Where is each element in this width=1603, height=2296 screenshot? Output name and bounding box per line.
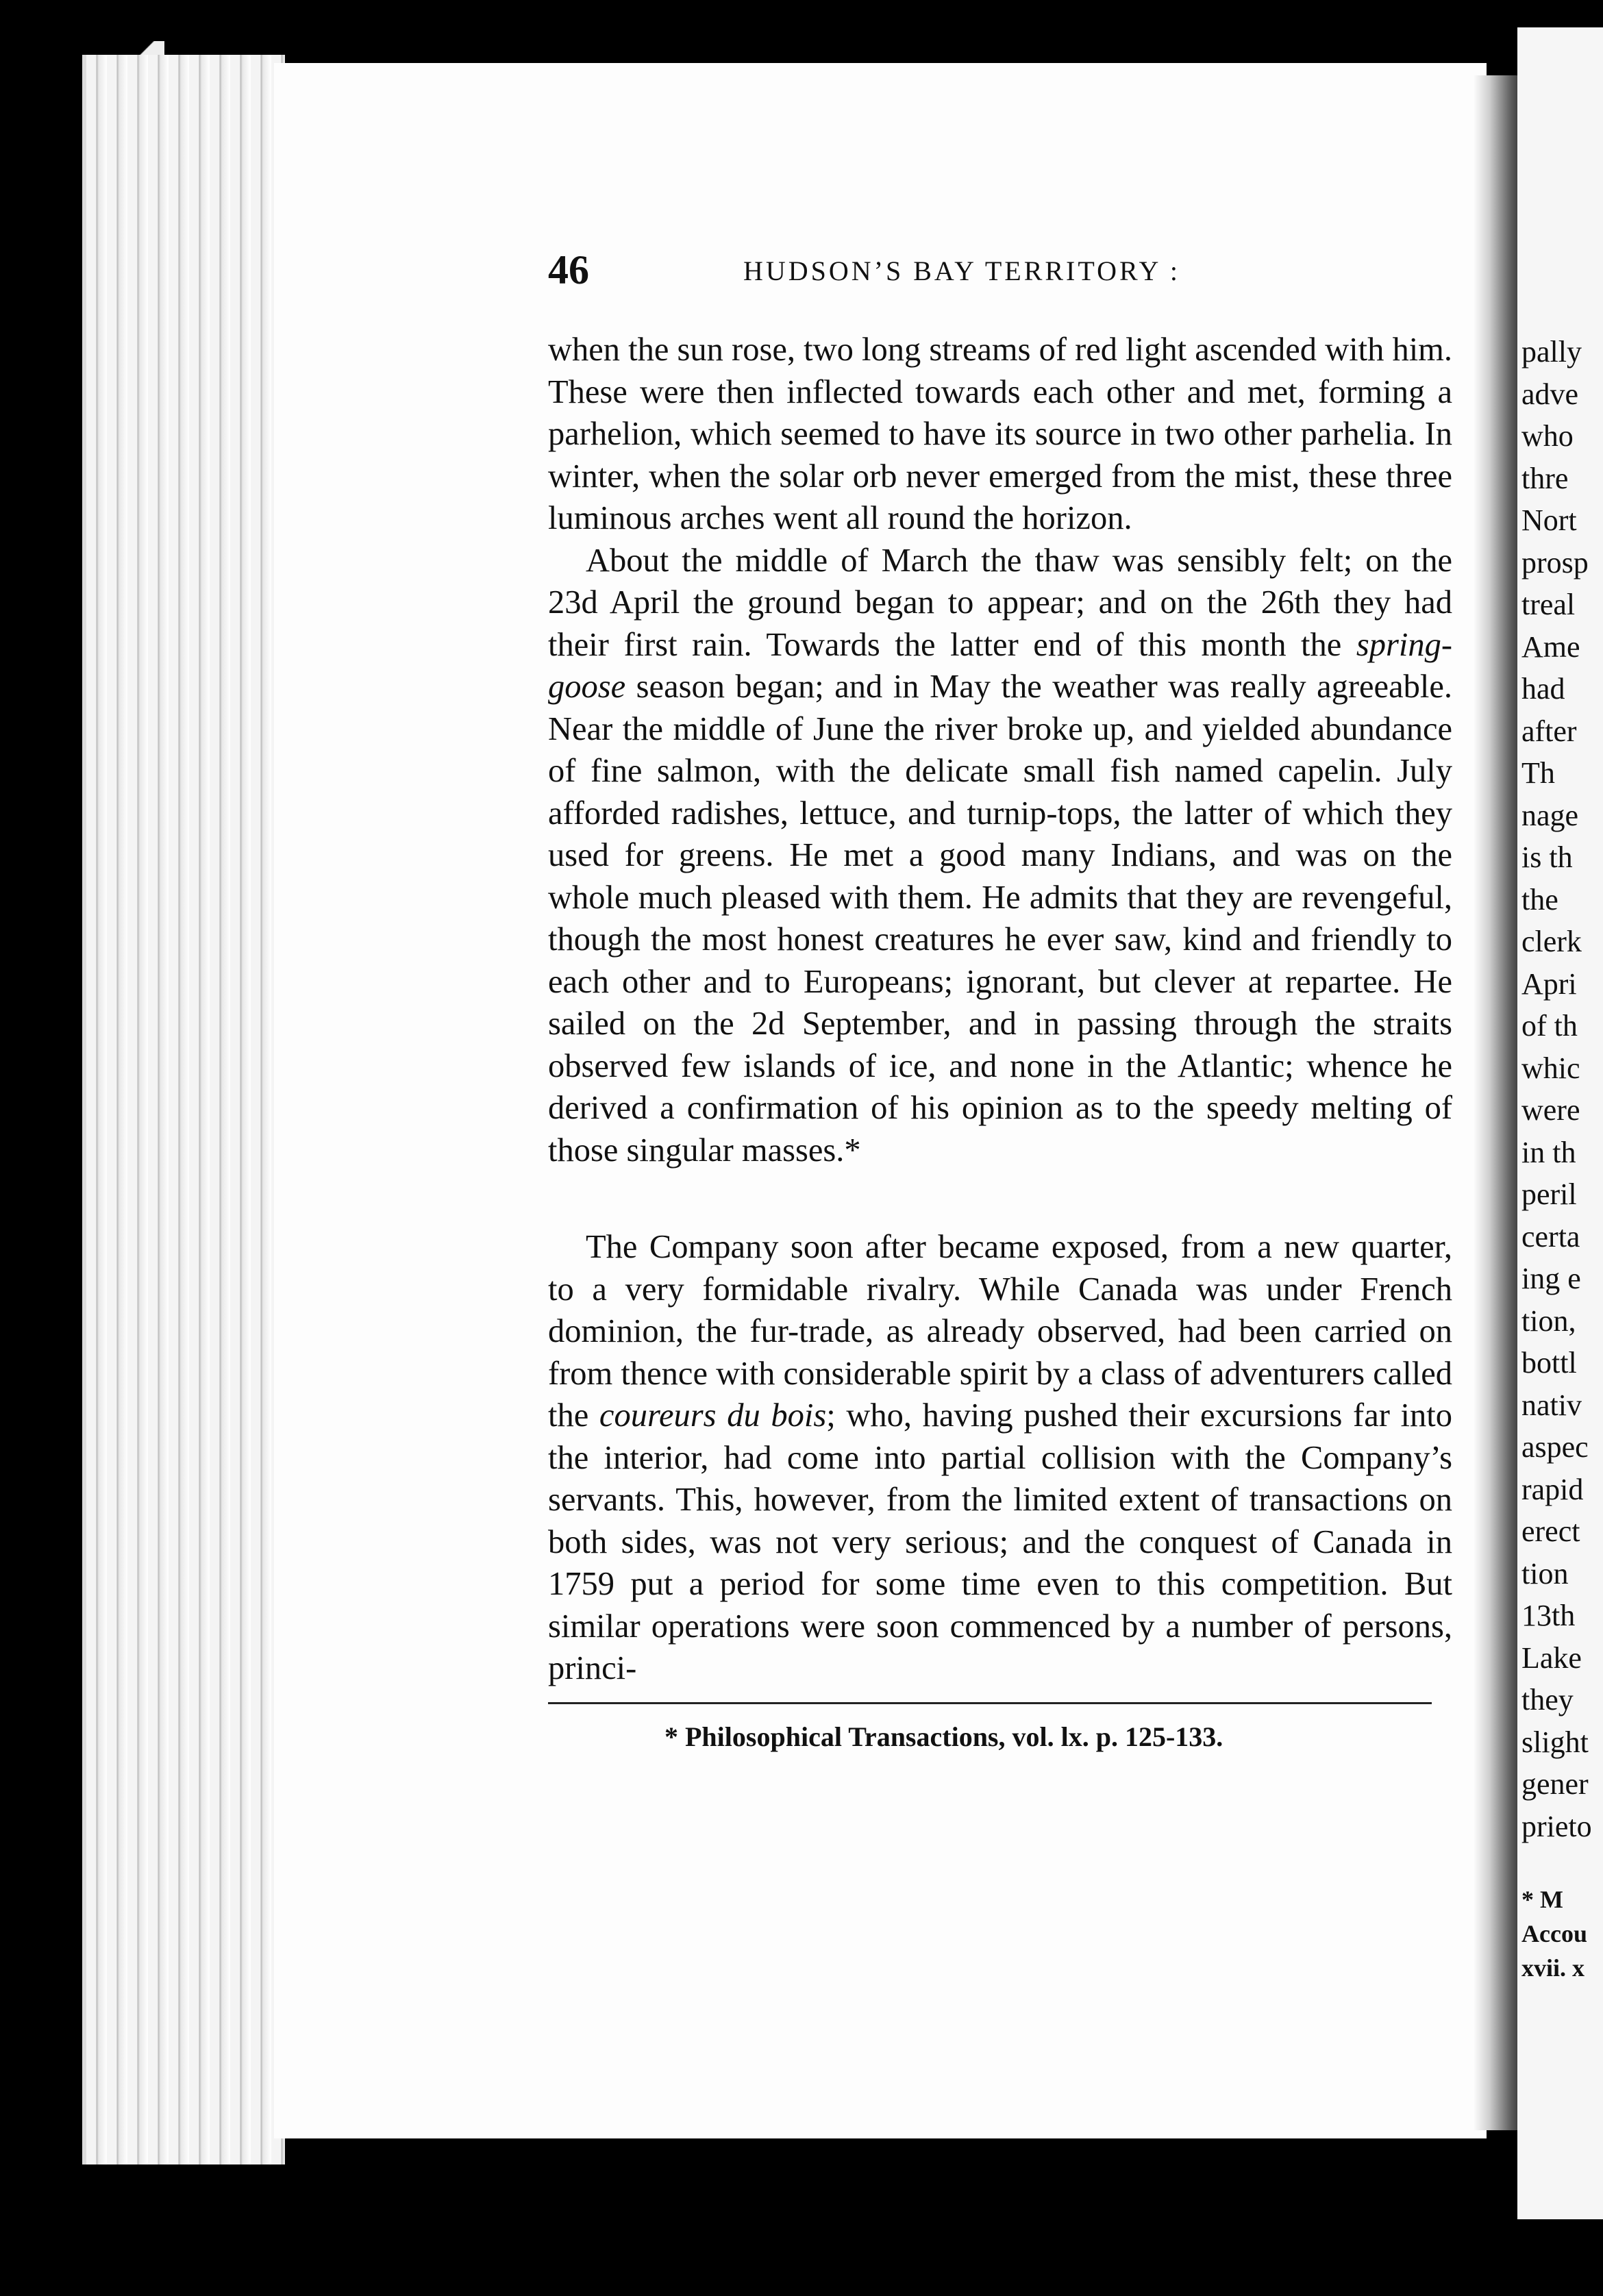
facing-page-line: the xyxy=(1521,882,1558,916)
book-page-edges xyxy=(82,55,285,2164)
facing-page-fragment xyxy=(1517,27,1603,2219)
facing-page-line: prieto xyxy=(1521,1809,1592,1843)
section-gap xyxy=(548,1171,1452,1226)
facing-page-line: tion xyxy=(1521,1556,1569,1590)
page-header xyxy=(548,247,1452,301)
paragraph-1: when the sun rose, two long streams of red light ascended with him. These were then inflected towards each other and met, forming a parhelion, which seemed to have its source in two other parhelia. In winter, when the solar orb never emerged from the mist, these three luminous arches went all round the horizon. xyxy=(548,332,1453,536)
page-content xyxy=(548,247,1452,1753)
facing-page-line: in th xyxy=(1521,1135,1576,1169)
facing-page-footnote-line: Accou xyxy=(1521,1920,1587,1947)
paragraph-2-italic: spring-goose xyxy=(548,626,1452,705)
facing-page-line: tion, xyxy=(1521,1303,1576,1338)
facing-page-line: they xyxy=(1521,1683,1574,1717)
facing-page-line: prosp xyxy=(1521,545,1589,579)
facing-page-line: certa xyxy=(1521,1219,1580,1253)
facing-page-line: aspec xyxy=(1521,1430,1589,1464)
facing-page-line: after xyxy=(1521,714,1577,748)
facing-page-footnote-line: * M xyxy=(1521,1886,1563,1913)
paragraph-3 xyxy=(548,1226,1452,1690)
facing-page-line: clerk xyxy=(1521,925,1582,958)
facing-page-line: peril xyxy=(1521,1177,1577,1211)
facing-page-line: Lake xyxy=(1521,1640,1582,1675)
facing-page-line: erect xyxy=(1521,1514,1580,1548)
facing-page-line: pally xyxy=(1521,335,1582,369)
facing-page-line: treal xyxy=(1521,588,1576,621)
facing-page-line: whic xyxy=(1521,1051,1580,1085)
facing-page-line: nativ xyxy=(1521,1388,1582,1422)
footnote-rule xyxy=(548,1702,1432,1704)
paragraph-2 xyxy=(548,540,1452,1172)
facing-page-line: rapid xyxy=(1521,1472,1584,1506)
paragraph-2-text-b: season began; and in May the weather was really agreeable. Near the middle of June the river broke up, and yielded abundance of fine salmon, with the delicate small fish named capelin. July afforded radishes, lettuce, and turnip-tops, the latter of which they used for greens. He met a good many Indians, and was on the whole much pleased with them. He admits that they are revengeful, though the most honest creatures he ever saw, kind and friendly to each other and to Europeans; ignorant, but clever at repartee. He sailed on the 2d September, and in passing through the straits observed few islands of ice, and none in the Atlantic; whence he derived a confirmation of his opinion as to the speedy melting of those singular masses.* xyxy=(548,669,1452,1169)
footnote: * Philosophical Transactions, vol. lx. p. 125-133. xyxy=(664,1721,1223,1752)
facing-page-line: nage xyxy=(1521,798,1579,832)
facing-page-line: Apri xyxy=(1521,966,1577,1001)
facing-page-line: slight xyxy=(1521,1725,1589,1759)
facing-page-line: adve xyxy=(1521,377,1579,411)
facing-page-line: ing e xyxy=(1521,1262,1581,1295)
facing-page-line: of th xyxy=(1521,1009,1578,1043)
paragraph-3-text-a: The Company soon after became exposed, from a new quarter, to a very formidable rivalry. While Canada was under French dominion, the fur-trade, as already observed, had been carried on from thence with considerable spirit by a class of adventurers called the xyxy=(548,1229,1452,1434)
facing-page-line: 13th xyxy=(1521,1599,1576,1632)
facing-page-line: thre xyxy=(1521,461,1569,495)
facing-page-line: had xyxy=(1521,672,1565,706)
paragraph-3-italic: coureurs du bois xyxy=(599,1397,827,1434)
facing-page-footnote-line: xvii. x xyxy=(1521,1954,1585,1982)
facing-page-line: bottl xyxy=(1521,1346,1577,1380)
facing-page-line: gener xyxy=(1521,1767,1589,1801)
paragraph-2-text-a: About the middle of March the thaw was sensibly felt; on the 23d April the ground began to appear; and on the 26th they had their first rain. Towards the latter end of this month the xyxy=(548,542,1452,663)
paragraph-3-text-b: ; who, having pushed their excursions far into the interior, had come into partial collision with the Company’s servants. This, however, from the limited extent of transactions on both sides, was not very serious; and the conquest of Canada in 1759 put a period for some time even to this competition. But similar operations were soon commenced by a number of persons, princi- xyxy=(548,1397,1452,1686)
facing-page-line: Th xyxy=(1521,756,1555,790)
facing-page-line: Ame xyxy=(1521,629,1580,664)
facing-page-line: were xyxy=(1521,1093,1580,1127)
facing-page-line: is th xyxy=(1521,840,1573,874)
facing-page-line: Nort xyxy=(1521,503,1577,537)
running-head: HUDSON’S BAY TERRITORY : xyxy=(743,255,1180,286)
page-number: 46 xyxy=(548,247,589,292)
facing-page-line: who xyxy=(1521,419,1574,453)
